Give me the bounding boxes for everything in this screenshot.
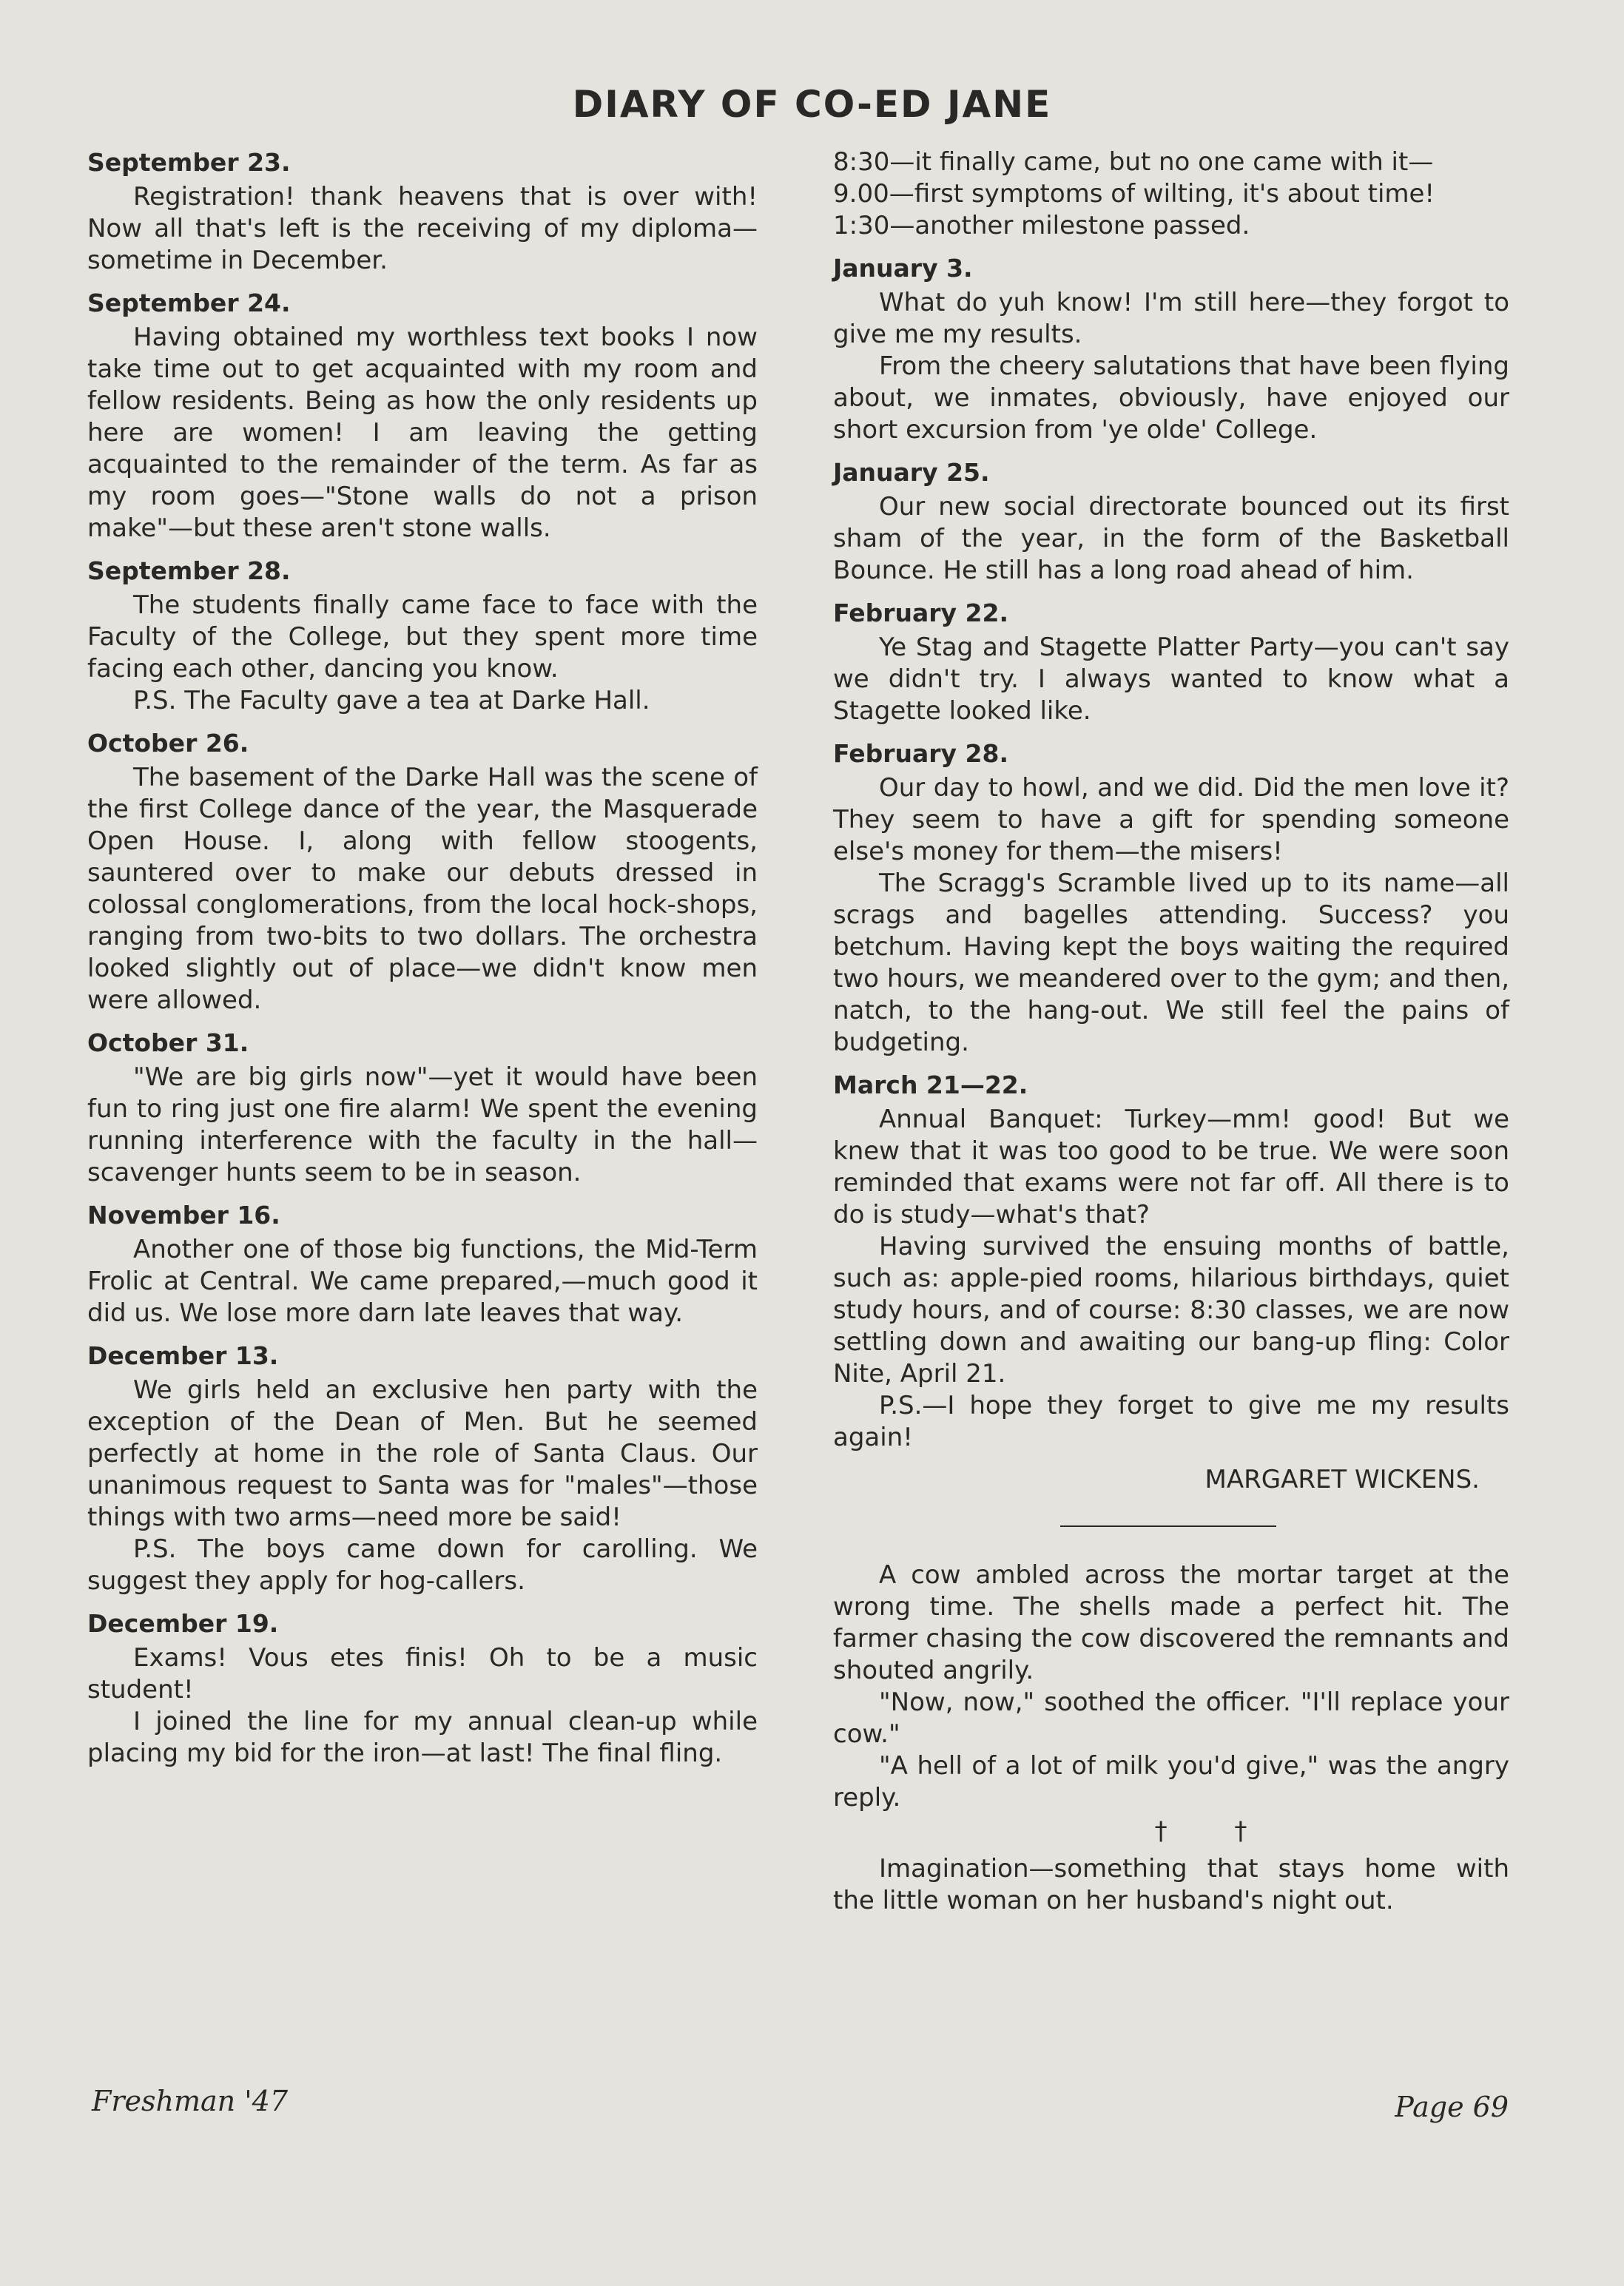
diary-entry	[87, 287, 758, 544]
entry-paragraph: Ye Stag and Stagette Platter Party—you can't say we didn't try. I always wanted to know what a Stagette looked like.	[833, 633, 1509, 726]
diary-entry	[833, 456, 1509, 587]
joke-block	[833, 1853, 1509, 1917]
entry-paragraph: Our day to howl, and we did. Did the men love it? They seem to have a gift for spending someone else's money for them—the misers!	[833, 773, 1509, 866]
diary-entry	[87, 1608, 758, 1770]
entry-date: September 23.	[87, 148, 291, 177]
joke-paragraph: "A hell of a lot of milk you'd give," was the angry reply.	[833, 1751, 1509, 1813]
joke-paragraph: "Now, now," soothed the officer. "I'll replace your cow."	[833, 1687, 1509, 1749]
diary-entry	[87, 146, 758, 277]
entry-date: October 31.	[87, 1028, 249, 1057]
entry-paragraph: P.S.—I hope they forget to give me my results again!	[833, 1391, 1509, 1452]
entry-paragraph: Registration! thank heavens that is over with! Now all that's left is the receiving of my diploma—sometime in December.	[87, 182, 758, 275]
joke-block	[833, 1560, 1509, 1814]
joke-paragraph: Imagination—something that stays home with the little woman on her husband's night out.	[833, 1854, 1509, 1915]
entry-date: February 22.	[833, 599, 1008, 627]
right-column	[833, 146, 1509, 1917]
entry-paragraph: The Scragg's Scramble lived up to its name—all scrags and bagelles attending. Success? you betchum. Having kept the boys waiting the required two hours, we meandered over to the gym; and then, natch, to the hang-out. We still feel the pains of budgeting.	[833, 869, 1509, 1057]
diary-entry	[87, 555, 758, 717]
entry-paragraph: "We are big girls now"—yet it would have been fun to ring just one fire alarm! We spent the evening running interference with the faculty in the hall—scavenger hunts seem to be in season.	[87, 1062, 758, 1187]
timeline-line: 9.00—first symptoms of wilting, it's about time!	[833, 179, 1435, 209]
entry-paragraph: Another one of those big functions, the Mid-Term Frolic at Central. We came prepared,—much good it did us. We lose more darn late leaves that way.	[87, 1235, 758, 1328]
entry-date: September 24.	[87, 289, 291, 317]
entry-paragraph: P.S. The boys came down for carolling. We suggest they apply for hog-callers.	[87, 1534, 758, 1596]
diary-continuation	[833, 146, 1509, 242]
entry-paragraph: The students finally came face to face with the Faculty of the College, but they spent more time facing each other, dancing you know.	[87, 590, 758, 684]
footer-publication: Freshman '47	[92, 2085, 289, 2117]
entry-paragraph: Our new social directorate bounced out its first sham of the year, in the form of the Basketball Bounce. He still has a long road ahead of him.	[833, 492, 1509, 585]
section-divider	[1060, 1525, 1276, 1527]
entry-date: September 28.	[87, 556, 291, 585]
entry-paragraph: We girls held an exclusive hen party with the exception of the Dean of Men. But he seemed perfectly at home in the role of Santa Claus. Our unanimous request to Santa was for "males"—those things with two arms—need more be said!	[87, 1375, 758, 1532]
entry-paragraph: What do yuh know! I'm still here—they forgot to give me my results.	[833, 288, 1509, 349]
entry-date: December 19.	[87, 1609, 279, 1638]
left-column	[87, 146, 758, 1780]
page-number: Page 69	[1395, 2091, 1509, 2123]
page-title: DIARY OF CO-ED JANE	[572, 83, 1052, 126]
joke-paragraph: A cow ambled across the mortar target at the wrong time. The shells made a perfect hit. The farmer chasing the cow discovered the remnants and shouted angrily.	[833, 1560, 1509, 1685]
entry-paragraph: Annual Banquet: Turkey—mm! good! But we knew that it was too good to be true. We were soon reminded that exams were not far off. All there is to do is study—what's that?	[833, 1105, 1509, 1230]
entry-date: January 3.	[833, 254, 973, 283]
diary-entry	[833, 597, 1509, 727]
entry-paragraph: I joined the line for my annual clean-up while placing my bid for the iron—at last! The final fling.	[87, 1707, 758, 1768]
timeline-line: 1:30—another milestone passed.	[833, 211, 1250, 240]
diary-entry	[87, 1199, 758, 1329]
diary-entry	[87, 1027, 758, 1189]
dagger-separator: † †	[1154, 1816, 1247, 1846]
diary-entry	[833, 738, 1509, 1059]
diary-entry	[87, 727, 758, 1016]
entry-date: February 28.	[833, 739, 1008, 768]
diary-entry	[833, 252, 1509, 446]
entry-paragraph: Exams! Vous etes finis! Oh to be a music student!	[87, 1643, 758, 1705]
entry-paragraph: Having obtained my worthless text books I now take time out to get acquainted with my room and fellow residents. Being as how the only residents up here are women! I am leaving the getting acquainted to the remainder of the term. As far as my room goes—"Stone walls do not a prison make"—but these aren't stone walls.	[87, 323, 758, 543]
entry-date: December 13.	[87, 1341, 279, 1370]
entry-date: November 16.	[87, 1201, 280, 1230]
timeline-line: 8:30—it finally came, but no one came with it—	[833, 147, 1434, 177]
entry-date: October 26.	[87, 729, 249, 758]
entry-paragraph: P.S. The Faculty gave a tea at Darke Hall.	[133, 686, 650, 715]
entry-paragraph: The basement of the Darke Hall was the scene of the first College dance of the year, the Masquerade Open House. I, along with fellow stoogents, sauntered over to make our debuts dressed in colossal conglomerations, from the local hock-shops, ranging from two-bits to two dollars. The orchestra looked slightly out of place—we didn't know men were allowed.	[87, 763, 758, 1015]
entry-date: January 25.	[833, 458, 990, 487]
diary-entry	[87, 1340, 758, 1597]
entry-paragraph: Having survived the ensuing months of battle, such as: apple-pied rooms, hilarious birthdays, quiet study hours, and of course: 8:30 classes, we are now settling down and awaiting our bang-up fling: Color Nite, April 21.	[833, 1232, 1509, 1389]
diary-entry	[833, 1069, 1509, 1454]
author-signature: MARGARET WICKENS.	[1204, 1465, 1480, 1494]
entry-paragraph: From the cheery salutations that have been flying about, we inmates, obviously, have enjoyed our short excursion from 'ye olde' College.	[833, 351, 1509, 445]
entry-date: March 21—22.	[833, 1070, 1028, 1099]
